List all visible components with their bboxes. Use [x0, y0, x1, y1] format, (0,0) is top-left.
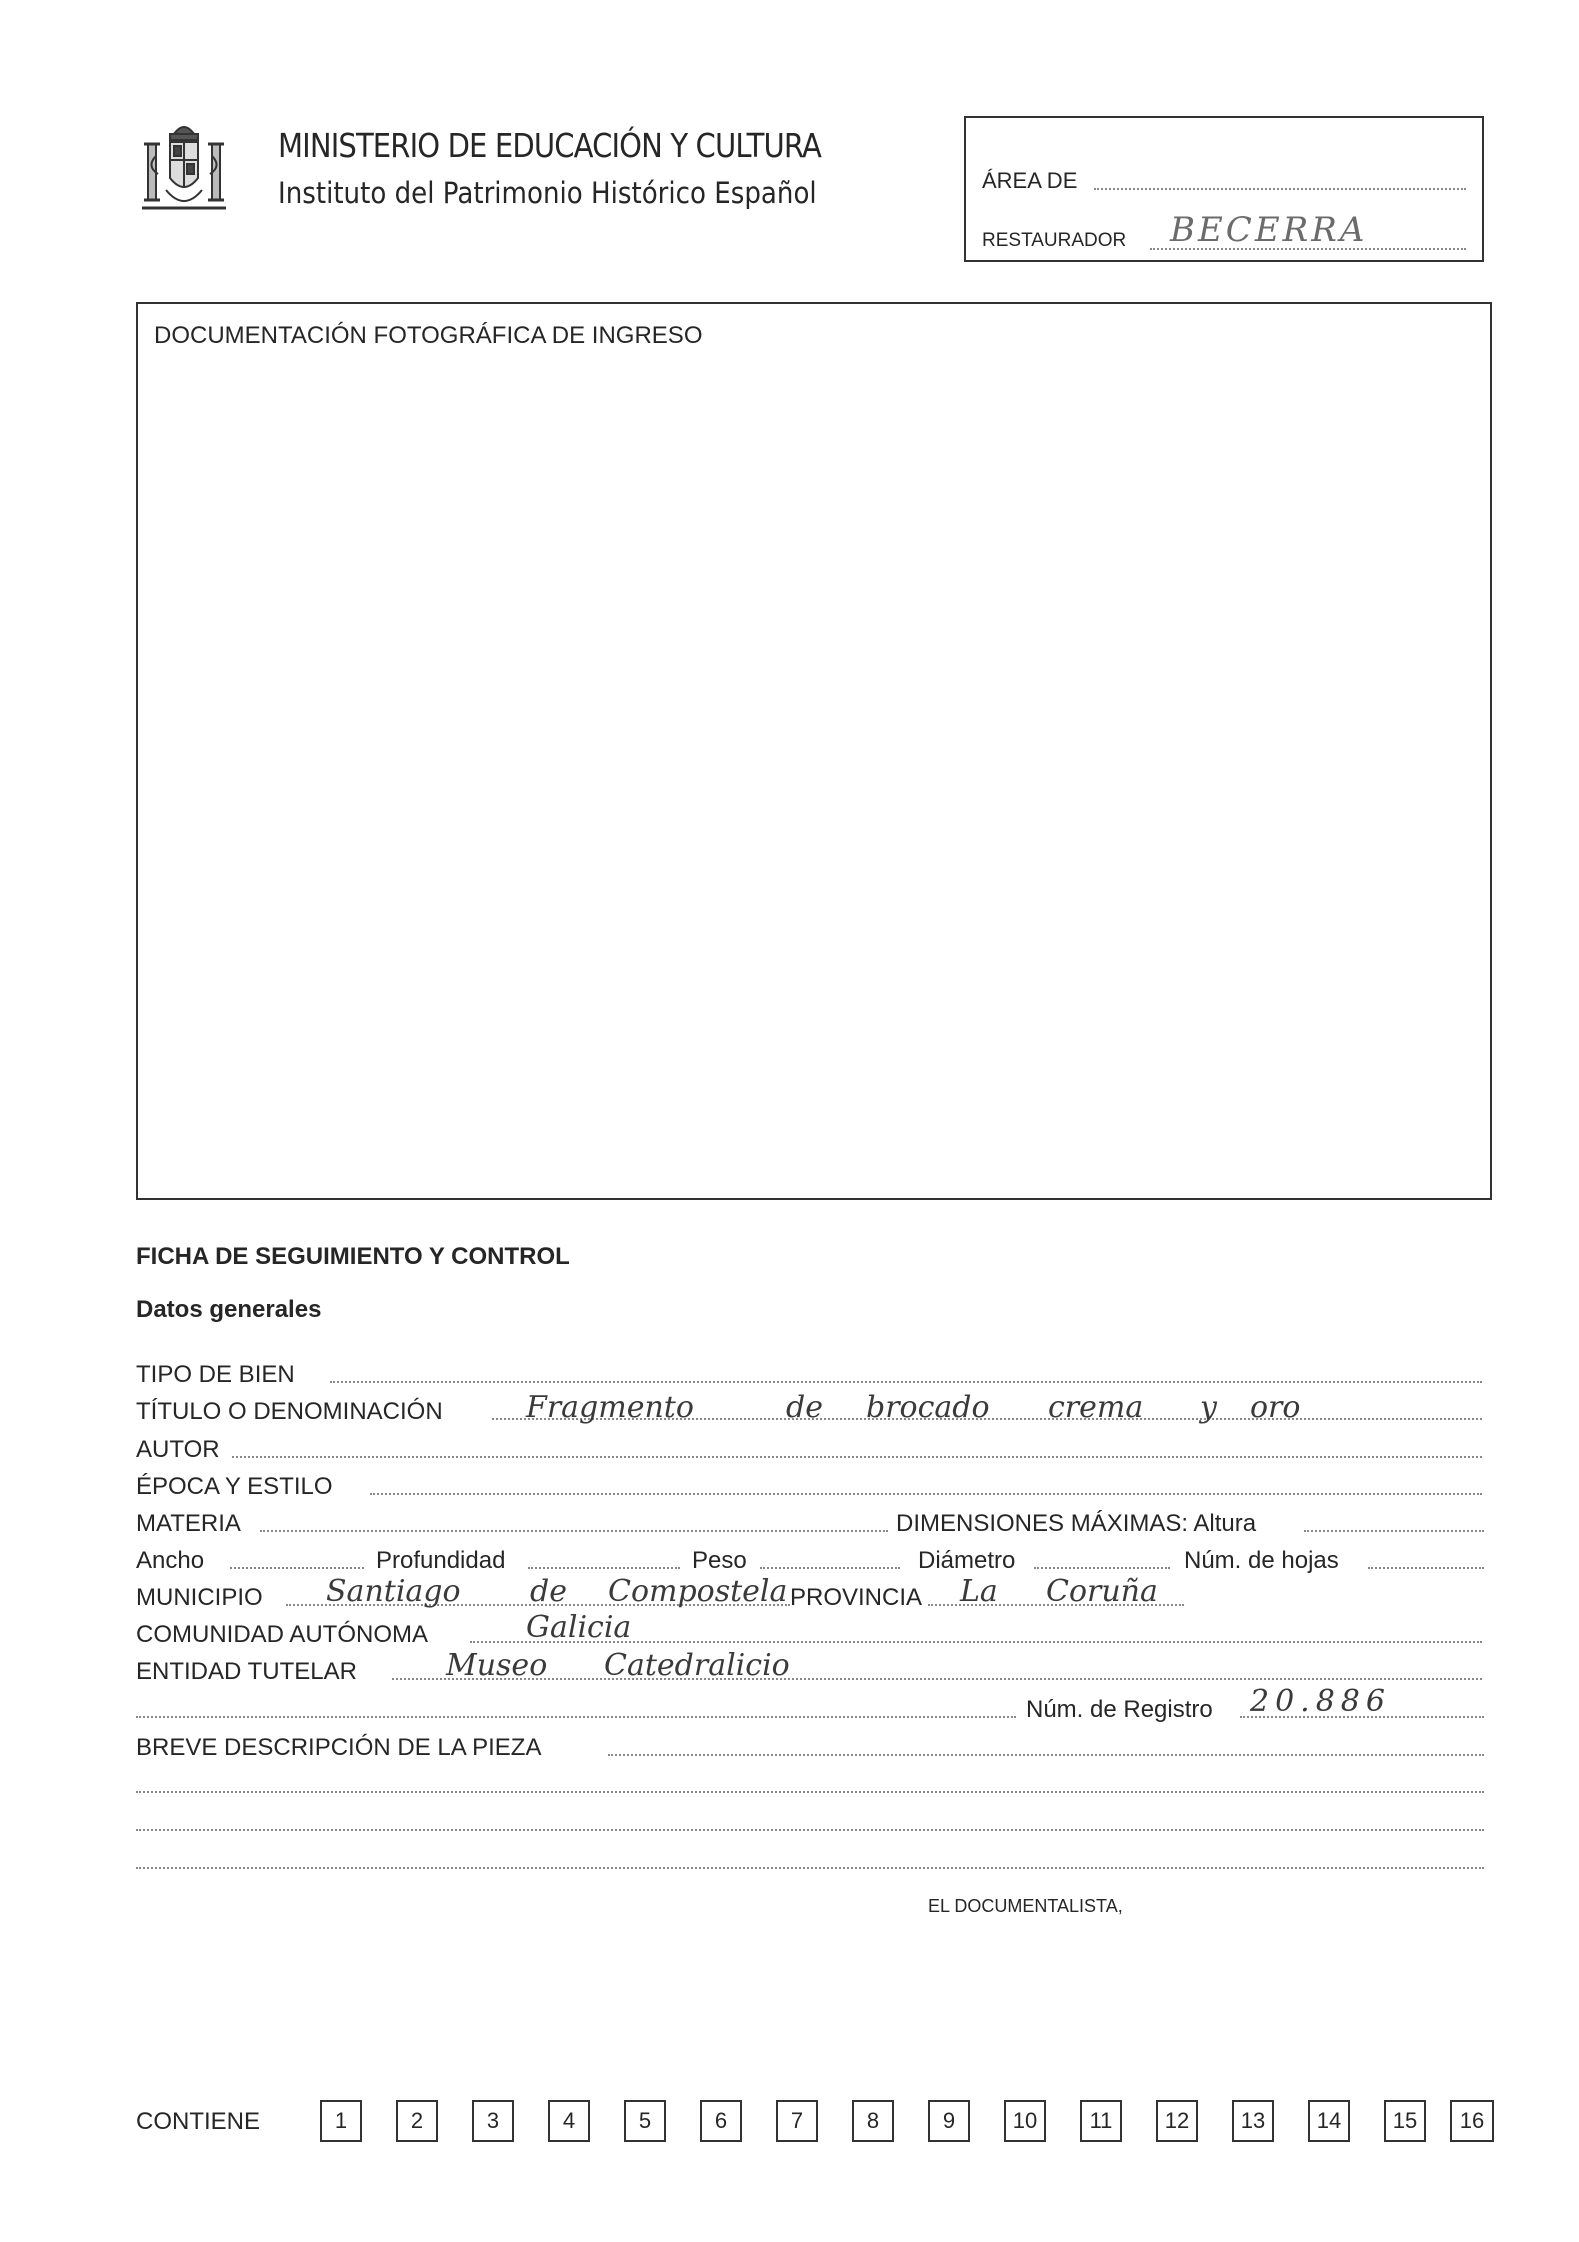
- descripcion-line-3: [136, 1829, 1484, 1831]
- entidad-word-2: Catedralicio: [604, 1648, 790, 1683]
- titulo-word-1: Fragmento: [526, 1390, 694, 1425]
- comunidad-label: COMUNIDAD AUTÓNOMA: [136, 1621, 429, 1648]
- coat-of-arms-icon: [136, 116, 232, 216]
- dimensiones-label: DIMENSIONES MÁXIMAS: Altura: [896, 1510, 1257, 1537]
- profundidad-label: Profundidad: [376, 1547, 506, 1574]
- registro-leading-line: [136, 1716, 1016, 1718]
- contiene-label: CONTIENE: [136, 2108, 261, 2135]
- municipio-word-1: Santiago: [326, 1574, 461, 1609]
- registro-label: Núm. de Registro: [1026, 1696, 1213, 1723]
- contiene-box-14[interactable]: 14: [1308, 2100, 1350, 2142]
- contiene-box-8[interactable]: 8: [852, 2100, 894, 2142]
- descripcion-line-4: [136, 1867, 1484, 1869]
- titulo-word-5: y: [1200, 1390, 1217, 1425]
- provincia-label: PROVINCIA: [790, 1584, 923, 1611]
- descripcion-line-2: [136, 1791, 1484, 1793]
- entidad-label: ENTIDAD TUTELAR: [136, 1658, 357, 1685]
- profundidad-line: [528, 1567, 680, 1569]
- titulo-word-3: brocado: [866, 1390, 990, 1425]
- comunidad-value: Galicia: [526, 1610, 632, 1645]
- descripcion-label: BREVE DESCRIPCIÓN DE LA PIEZA: [136, 1734, 542, 1761]
- institute-name: Instituto del Patrimonio Histórico Español: [278, 176, 817, 210]
- diametro-label: Diámetro: [918, 1547, 1016, 1574]
- contiene-box-2[interactable]: 2: [396, 2100, 438, 2142]
- ficha-title: FICHA DE SEGUIMIENTO Y CONTROL: [136, 1243, 570, 1270]
- contiene-box-5[interactable]: 5: [624, 2100, 666, 2142]
- contiene-box-6[interactable]: 6: [700, 2100, 742, 2142]
- materia-label: MATERIA: [136, 1510, 241, 1537]
- entidad-line: [392, 1678, 1482, 1680]
- epoca-label: ÉPOCA Y ESTILO: [136, 1473, 333, 1500]
- titulo-word-2: de: [786, 1390, 823, 1425]
- contiene-box-9[interactable]: 9: [928, 2100, 970, 2142]
- materia-line: [260, 1530, 888, 1532]
- contiene-box-7[interactable]: 7: [776, 2100, 818, 2142]
- provincia-word-2: Coruña: [1046, 1574, 1158, 1609]
- area-line: [1094, 188, 1466, 190]
- peso-line: [760, 1567, 900, 1569]
- epoca-line: [370, 1493, 1482, 1495]
- autor-label: AUTOR: [136, 1436, 220, 1463]
- contiene-box-10[interactable]: 10: [1004, 2100, 1046, 2142]
- provincia-word-1: La: [960, 1574, 998, 1609]
- peso-label: Peso: [692, 1547, 747, 1574]
- registro-value: 20.886: [1250, 1684, 1391, 1719]
- contiene-box-11[interactable]: 11: [1080, 2100, 1122, 2142]
- restaurador-label: RESTAURADOR: [982, 230, 1127, 251]
- municipio-label: MUNICIPIO: [136, 1584, 263, 1611]
- altura-line: [1304, 1530, 1484, 1532]
- ministry-name: MINISTERIO DE EDUCACIÓN Y CULTURA: [278, 126, 821, 165]
- descripcion-line-1: [608, 1754, 1484, 1756]
- tipo-de-bien-line: [330, 1381, 1482, 1383]
- area-restaurador-box: [964, 116, 1484, 262]
- autor-line: [232, 1456, 1482, 1458]
- contiene-boxes: [320, 2100, 1485, 2148]
- ancho-line: [230, 1567, 364, 1569]
- contiene-box-16[interactable]: 16: [1450, 2100, 1494, 2142]
- municipio-word-2: de: [530, 1574, 567, 1609]
- photo-section-title: DOCUMENTACIÓN FOTOGRÁFICA DE INGRESO: [154, 322, 703, 349]
- contiene-box-13[interactable]: 13: [1232, 2100, 1274, 2142]
- restaurador-value: BECERRA: [1170, 210, 1368, 250]
- titulo-label: TÍTULO O DENOMINACIÓN: [136, 1398, 443, 1425]
- hojas-label: Núm. de hojas: [1184, 1547, 1339, 1574]
- contiene-box-15[interactable]: 15: [1384, 2100, 1426, 2142]
- hojas-line: [1368, 1567, 1484, 1569]
- datos-generales-subtitle: Datos generales: [136, 1296, 322, 1323]
- contiene-box-4[interactable]: 4: [548, 2100, 590, 2142]
- tipo-de-bien-label: TIPO DE BIEN: [136, 1361, 295, 1388]
- contiene-box-12[interactable]: 12: [1156, 2100, 1198, 2142]
- photo-documentation-frame: [136, 302, 1492, 1200]
- ancho-label: Ancho: [136, 1547, 205, 1574]
- entidad-word-1: Museo: [446, 1648, 548, 1683]
- area-label: ÁREA DE: [982, 168, 1078, 193]
- municipio-word-3: Compostela: [608, 1574, 788, 1609]
- documentalista-label: EL DOCUMENTALISTA,: [928, 1896, 1123, 1916]
- titulo-word-6: oro: [1250, 1390, 1301, 1425]
- contiene-box-1[interactable]: 1: [320, 2100, 362, 2142]
- diametro-line: [1034, 1567, 1170, 1569]
- contiene-box-3[interactable]: 3: [472, 2100, 514, 2142]
- titulo-word-4: crema: [1048, 1390, 1144, 1425]
